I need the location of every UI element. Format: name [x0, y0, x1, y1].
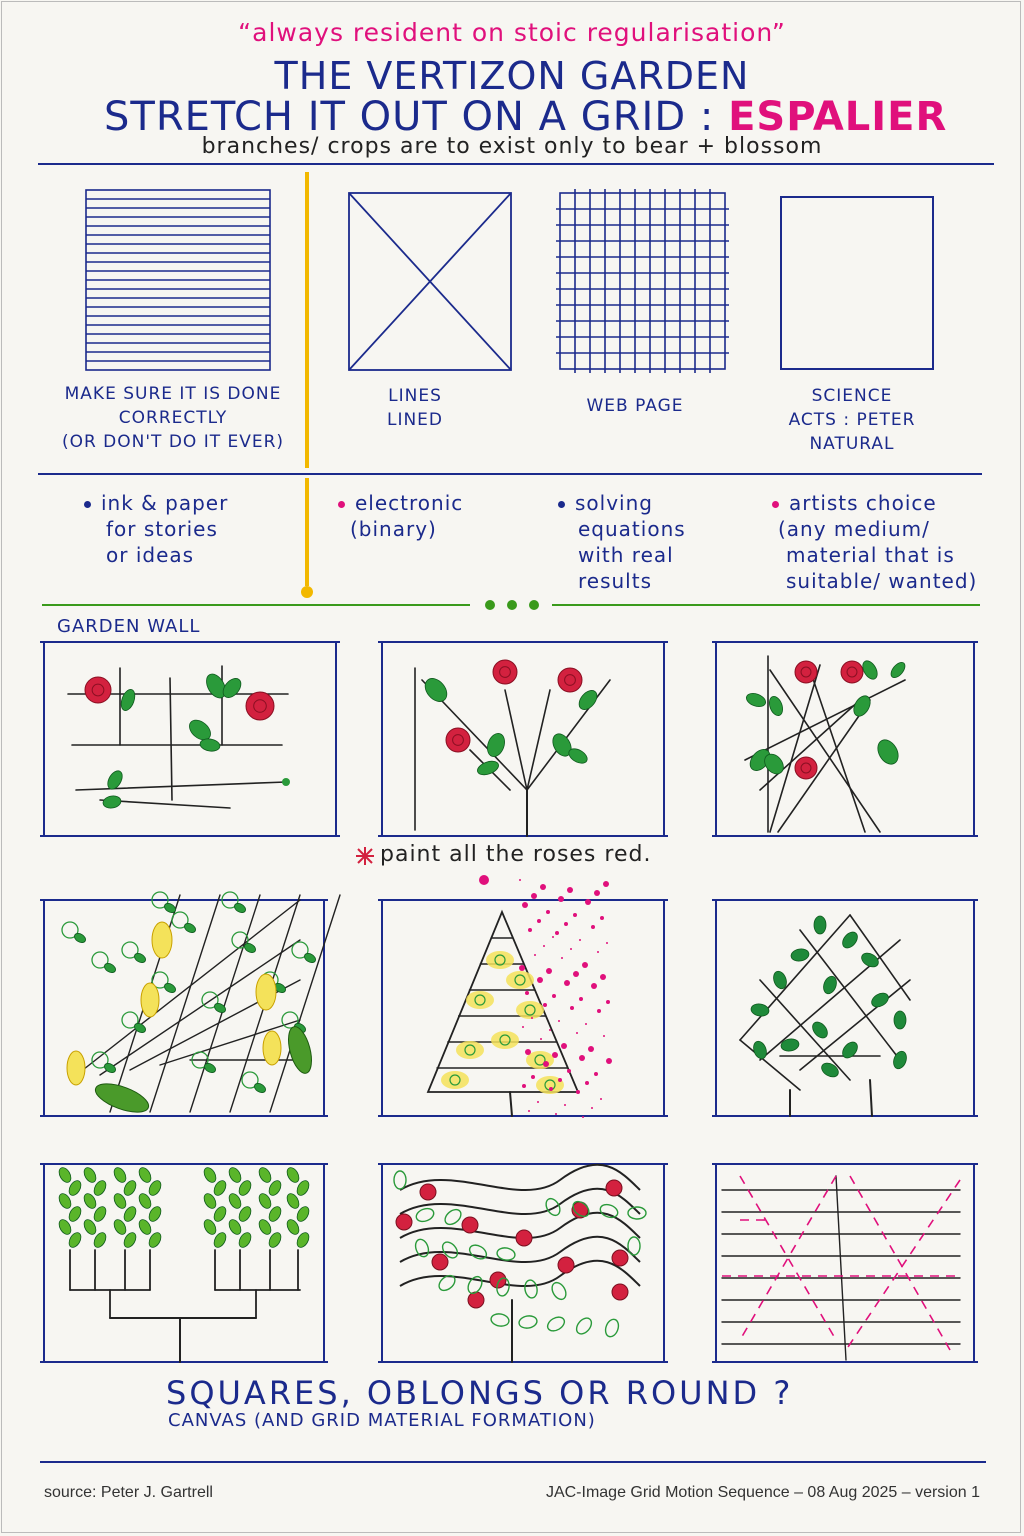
green-dot-3	[529, 600, 539, 610]
branch	[505, 690, 527, 790]
leaf	[82, 1166, 99, 1185]
pink-speckle	[606, 1058, 612, 1064]
tomato-fruit	[558, 1257, 574, 1273]
pink-speckle	[519, 965, 525, 971]
pink-speckle	[579, 997, 583, 1001]
tomato-fruit	[612, 1250, 628, 1266]
pink-speckle	[531, 1017, 533, 1019]
bullet-dot	[338, 501, 345, 508]
medium-line: ink & paper	[101, 491, 229, 515]
medium-line: with real	[578, 543, 674, 567]
leaf	[603, 1317, 620, 1338]
tomato-fruit	[516, 1230, 532, 1246]
pink-speckle	[558, 1078, 562, 1082]
rose-lattice-espalier-panel	[712, 642, 978, 836]
leaf	[628, 1207, 646, 1219]
rose-flower	[795, 661, 817, 683]
branch	[190, 895, 260, 1112]
grid-caption-2	[345, 384, 485, 432]
leaf	[574, 1315, 595, 1337]
pink-speckle	[534, 954, 536, 956]
blossom-blob	[516, 1001, 544, 1019]
gourd-fruit	[152, 922, 172, 958]
pink-speckle	[579, 1055, 585, 1061]
pink-speckle	[600, 916, 604, 920]
pink-speckle	[600, 974, 606, 980]
leaf	[285, 1166, 302, 1185]
pink-speckle	[588, 1046, 594, 1052]
pink-speckle	[594, 1072, 598, 1076]
pink-speckle	[558, 896, 564, 902]
branch	[770, 670, 880, 832]
medium-item-1	[84, 490, 228, 568]
caption-line: WEB PAGE	[586, 396, 684, 416]
caption-line: MAKE SURE IT IS DONE	[64, 384, 282, 404]
title-line2: STRETCH IT OUT ON A GRID :	[104, 94, 715, 140]
blossom-blob	[491, 1031, 519, 1049]
leaf	[253, 1082, 267, 1095]
source-credit: source: Peter J. Gartrell	[44, 1484, 213, 1501]
dashed-diagonal	[846, 1180, 960, 1350]
caption-line: (OR DON'T DO IT EVER)	[61, 432, 285, 452]
gourd-fruit	[256, 974, 276, 1010]
pink-speckle	[549, 1029, 551, 1031]
medium-line: electronic	[355, 491, 464, 515]
leaf	[394, 1171, 406, 1189]
medium-line: for stories	[106, 517, 218, 541]
gourd-fruit	[141, 983, 159, 1017]
leaf	[467, 1242, 489, 1261]
cucumber-fruit	[284, 1024, 316, 1076]
pink-speckle	[597, 951, 599, 953]
pink-speckle	[591, 983, 597, 989]
pink-speckle	[585, 1081, 589, 1085]
pink-speckle	[570, 948, 572, 950]
blossom-blob	[506, 971, 534, 989]
leaf	[790, 948, 810, 963]
garden-note: paint all the roses red.	[380, 842, 652, 867]
pink-speckle	[591, 1107, 593, 1109]
tomato-serpentine-espalier-panel	[378, 1164, 668, 1362]
leaf	[549, 1280, 568, 1302]
pink-speckle	[543, 1003, 547, 1007]
leaf	[476, 759, 501, 778]
garden-wall-label: GARDEN WALL	[57, 616, 201, 637]
pink-speckle	[552, 936, 554, 938]
pink-speckle	[552, 994, 556, 998]
pink-speckle	[522, 1084, 526, 1088]
caption-line: LINED	[386, 410, 444, 430]
asterisk-icon	[356, 847, 374, 865]
gourd-fruit	[67, 1051, 85, 1085]
medium-line: equations	[578, 517, 686, 541]
pink-speckle	[540, 884, 546, 890]
medium-line: solving	[575, 491, 653, 515]
leaf	[874, 736, 903, 768]
blossom-blob	[456, 1041, 484, 1059]
pink-speckle	[606, 1000, 610, 1004]
rose-fan-espalier-panel	[378, 642, 668, 836]
leaf	[57, 1166, 74, 1185]
pink-speckle	[606, 942, 608, 944]
header-quote: “always resident on stoic regularisation”	[238, 18, 786, 47]
leaf	[112, 1166, 129, 1185]
bullet-dot	[772, 501, 779, 508]
header-tagline: branches/ crops are to exist only to bear + blossom	[201, 134, 823, 159]
leaf	[442, 1207, 464, 1228]
blossom-blob	[441, 1071, 469, 1089]
pink-dashed-grid-sketch-panel	[712, 1164, 978, 1362]
leaf	[814, 916, 826, 934]
pink-speckle	[576, 1090, 580, 1094]
leaf	[137, 1166, 154, 1185]
leaf	[183, 922, 197, 935]
green-dot-2	[507, 600, 517, 610]
medium-line: artists choice	[789, 491, 937, 515]
branch	[270, 895, 340, 1112]
leaf	[163, 982, 177, 995]
medium-item-3	[558, 490, 686, 594]
dashed-diagonal	[850, 1176, 950, 1350]
green-dot-1	[485, 600, 495, 610]
horizontal-lines-grid-icon	[86, 190, 270, 370]
pink-speckle	[573, 913, 577, 917]
caption-line: NATURAL	[809, 434, 895, 454]
grid-caption-4	[772, 384, 932, 456]
double-u-cordon-espalier-panel	[40, 1164, 328, 1362]
rose-flower	[493, 660, 517, 684]
leaf	[745, 691, 768, 709]
square-web-grid-icon	[556, 189, 729, 373]
cucumber-fruit	[92, 1078, 152, 1118]
medium-line: (any medium/	[778, 517, 930, 541]
pink-speckle	[522, 902, 528, 908]
caption-line: LINES	[388, 386, 442, 406]
pink-speckle	[522, 1026, 524, 1028]
pink-speckle	[528, 1110, 530, 1112]
leaf	[202, 1166, 219, 1185]
triangle-blossom-espalier-panel	[378, 875, 668, 1118]
pink-speckle	[585, 1023, 587, 1025]
rose-flower	[246, 692, 274, 720]
branch	[810, 670, 865, 832]
pink-speckle	[543, 1061, 549, 1067]
leaf	[490, 1313, 510, 1328]
branch	[510, 1092, 512, 1116]
rose-flower	[85, 677, 111, 703]
gourd-fruit	[263, 1031, 281, 1065]
pink-speckle	[570, 1006, 574, 1010]
medium-item-4	[772, 490, 977, 594]
leaf	[628, 1237, 640, 1255]
pink-speckle	[564, 980, 570, 986]
medium-item-2	[338, 490, 463, 542]
rose-flower	[558, 668, 582, 692]
gourd-diagonal-espalier-panel	[40, 892, 340, 1118]
pink-speckle	[591, 925, 595, 929]
bullet-dot	[558, 501, 565, 508]
pink-speckle	[537, 919, 541, 923]
caption-line: ACTS : PETER	[788, 410, 916, 430]
pink-speckle	[555, 1113, 557, 1115]
tomato-fruit	[396, 1214, 412, 1230]
pink-speckle	[552, 1052, 558, 1058]
pink-speckle	[567, 887, 573, 893]
pink-speckle	[528, 928, 532, 932]
leaf	[119, 688, 138, 713]
leaf	[484, 731, 507, 759]
tomato-fruit	[490, 1272, 506, 1288]
empty-square-grid-icon	[781, 197, 933, 369]
leaf	[888, 660, 907, 680]
leaf	[102, 795, 122, 810]
pink-speckle	[603, 881, 609, 887]
serpentine-branch	[400, 1165, 640, 1190]
blossom-blob	[466, 991, 494, 1009]
rose-flower	[446, 728, 470, 752]
rose-grid-espalier-panel	[40, 642, 340, 836]
leaf	[840, 1039, 861, 1061]
pink-speckle	[600, 1098, 602, 1100]
pink-speckle	[555, 931, 559, 935]
leaf	[750, 1003, 770, 1018]
leaf	[840, 929, 861, 951]
blossom-blob	[486, 951, 514, 969]
pink-speckle	[573, 971, 579, 977]
branch	[850, 915, 910, 1000]
page-title: THE VERTIZON GARDEN	[274, 54, 750, 98]
tomato-fruit	[432, 1254, 448, 1270]
crossed-square-grid-icon	[349, 193, 511, 370]
panel-frame	[382, 642, 664, 836]
image-credit: JAC-Image Grid Motion Sequence – 08 Aug 2025 – version 1	[545, 1484, 980, 1501]
title-accent: ESPALIER	[728, 94, 948, 140]
leaf	[233, 902, 247, 915]
leaf	[133, 952, 147, 965]
medium-line: results	[578, 569, 653, 593]
pink-speckle	[594, 890, 600, 896]
tomato-fruit	[606, 1180, 622, 1196]
pink-speckle	[561, 1043, 567, 1049]
rose-flower	[795, 757, 817, 779]
medium-line: (binary)	[350, 517, 437, 541]
pink-speckle	[585, 899, 591, 905]
pink-speckle	[582, 1116, 584, 1118]
medium-line: suitable/ wanted)	[786, 569, 978, 593]
leaf	[524, 1279, 539, 1299]
pink-speckle	[603, 1035, 605, 1037]
tomato-fruit	[462, 1217, 478, 1233]
caption-line: SCIENCE	[811, 386, 893, 406]
leaf	[465, 1274, 484, 1296]
pink-speckle	[579, 939, 581, 941]
medium-line: or ideas	[106, 543, 195, 567]
pink-speckle	[567, 1069, 571, 1073]
leaf	[73, 932, 87, 945]
grid-caption-1	[48, 382, 298, 454]
leaf	[894, 1011, 906, 1029]
leaf	[303, 952, 317, 965]
panel-frame	[44, 642, 336, 836]
grid-caption-3	[560, 394, 710, 418]
pink-speckle	[540, 1038, 542, 1040]
yellow-divider-dot	[301, 586, 313, 598]
leaf	[518, 1315, 538, 1330]
leaf	[421, 674, 452, 705]
pink-speckle	[564, 922, 568, 926]
pink-speckle	[531, 893, 537, 899]
tomato-fruit	[420, 1184, 436, 1200]
diamond-tree-espalier-panel	[712, 900, 978, 1116]
pink-speckle	[549, 1087, 553, 1091]
leaf	[576, 687, 601, 713]
pink-speckle	[543, 945, 545, 947]
pink-speckle	[582, 962, 588, 968]
leaf	[103, 962, 117, 975]
branch	[836, 1176, 846, 1360]
pink-speckle	[525, 991, 529, 995]
pink-speckle	[546, 910, 550, 914]
pink-speckle	[531, 1075, 535, 1079]
pink-speckle	[546, 968, 552, 974]
medium-line: material that is	[786, 543, 955, 567]
triangle-trellis	[428, 912, 578, 1092]
leaf	[103, 1062, 117, 1075]
pink-speckle	[525, 1049, 531, 1055]
leaf	[257, 1166, 274, 1185]
branch	[170, 678, 172, 800]
pink-speckle	[537, 977, 543, 983]
tomato-fruit	[468, 1292, 484, 1308]
leaf	[751, 1039, 768, 1060]
branch	[870, 1080, 872, 1116]
leaf	[543, 1196, 562, 1218]
footer-subquestion: CANVAS (AND GRID MATERIAL FORMATION)	[168, 1410, 596, 1431]
leaf	[545, 1314, 567, 1333]
leaf	[869, 990, 891, 1009]
pink-speckle	[537, 1101, 539, 1103]
pink-speckle	[564, 1104, 566, 1106]
pink-speckle	[558, 1020, 560, 1022]
rose-flower	[841, 661, 863, 683]
pink-splash	[479, 875, 489, 885]
pink-speckle	[561, 957, 563, 959]
leaf	[227, 1166, 244, 1185]
leaf	[414, 1206, 435, 1223]
footer-question: SQUARES, OBLONGS OR ROUND ?	[166, 1374, 794, 1412]
pink-speckle	[519, 879, 521, 881]
bud	[282, 778, 290, 786]
tomato-fruit	[612, 1284, 628, 1300]
pink-speckle	[576, 1032, 578, 1034]
leaf	[767, 695, 785, 718]
pink-speckle	[597, 1009, 601, 1013]
bullet-dot	[84, 501, 91, 508]
leaf	[819, 1060, 841, 1079]
caption-line: CORRECTLY	[118, 408, 228, 428]
